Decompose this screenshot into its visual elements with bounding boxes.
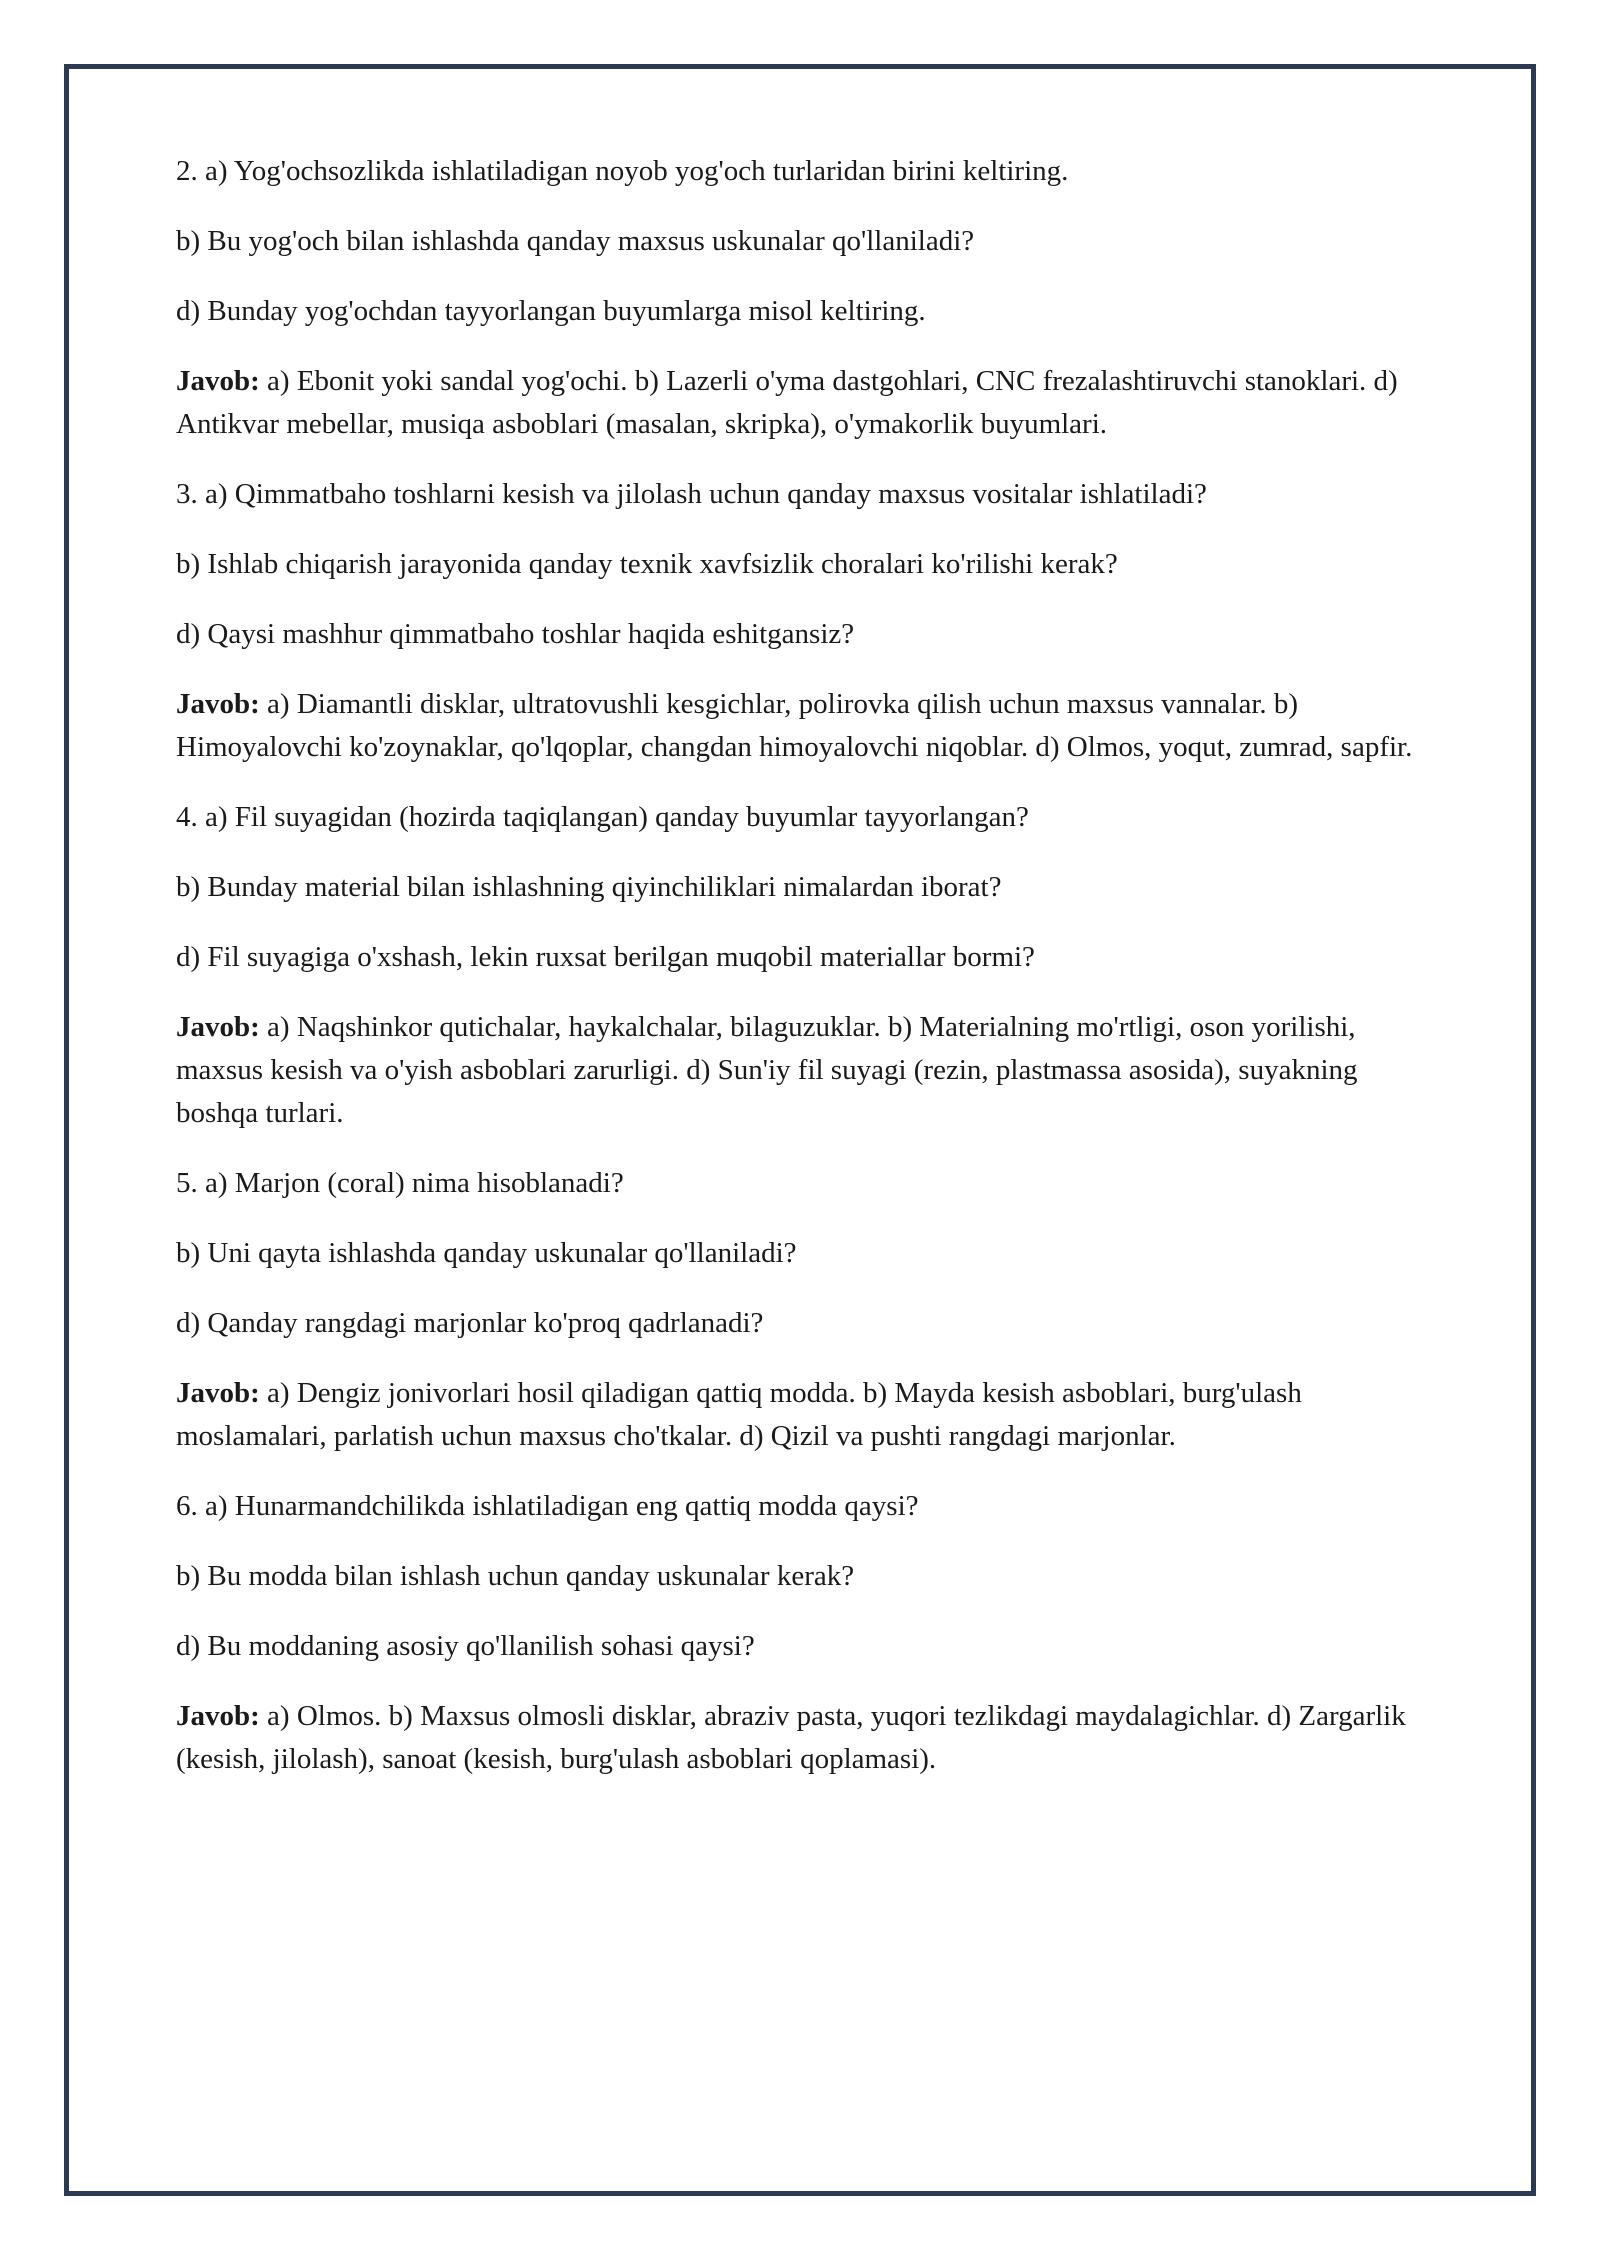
question-6b: b) Bu modda bilan ishlash uchun qanday uskunalar kerak? (176, 1560, 855, 1592)
question-3d: d) Qaysi mashhur qimmatbaho toshlar haqida eshitgansiz? (176, 618, 855, 650)
question-block-4 (176, 796, 1436, 1135)
answer-4 (176, 1006, 1436, 1135)
answer-label: Javob: (176, 365, 260, 397)
answer-3 (176, 683, 1436, 769)
question-5d: d) Qanday rangdagi marjonlar ko'proq qadrlanadi? (176, 1307, 764, 1339)
answer-5 (176, 1372, 1436, 1458)
question-block-3 (176, 473, 1436, 769)
answer-label: Javob: (176, 1011, 260, 1043)
question-block-5 (176, 1162, 1436, 1458)
answer-label: Javob: (176, 1377, 260, 1409)
answer-label: Javob: (176, 1700, 260, 1732)
question-4d: d) Fil suyagiga o'xshash, lekin ruxsat berilgan muqobil materiallar bormi? (176, 941, 1035, 973)
question-2b: b) Bu yog'och bilan ishlashda qanday maxsus uskunalar qo'llaniladi? (176, 225, 975, 257)
question-6d: d) Bu moddaning asosiy qo'llanilish sohasi qaysi? (176, 1630, 755, 1662)
question-block-2 (176, 150, 1436, 446)
answer-6 (176, 1695, 1436, 1781)
document-content (176, 150, 1436, 1808)
question-4a: 4. a) Fil suyagidan (hozirda taqiqlangan) qanday buyumlar tayyorlangan? (176, 801, 1029, 833)
answer-text: a) Naqshinkor qutichalar, haykalchalar, bilaguzuklar. b) Materialning mo'rtligi, oson yorilishi, maxsus kesish va o'yish asboblari zarurligi. d) Sun'iy fil suyagi (rezin, plastmassa asosida), suyakning boshqa turlari. (176, 1011, 1358, 1129)
question-5a: 5. a) Marjon (coral) nima hisoblanadi? (176, 1167, 624, 1199)
question-4b: b) Bunday material bilan ishlashning qiyinchiliklari nimalardan iborat? (176, 871, 1002, 903)
question-5b: b) Uni qayta ishlashda qanday uskunalar qo'llaniladi? (176, 1237, 797, 1269)
answer-text: a) Diamantli disklar, ultratovushli kesgichlar, polirovka qilish uchun maxsus vannalar. b) Himoyalovchi ko'zoynaklar, qo'lqoplar, changdan himoyalovchi niqoblar. d) Olmos, yoqut, zumrad, sapfir. (176, 688, 1413, 763)
question-6a: 6. a) Hunarmandchilikda ishlatiladigan eng qattiq modda qaysi? (176, 1490, 919, 1522)
answer-text: a) Olmos. b) Maxsus olmosli disklar, abraziv pasta, yuqori tezlikdagi maydalagichlar. d) Zargarlik (kesish, jilolash), sanoat (kesish, burg'ulash asboblari qoplamasi). (176, 1700, 1406, 1775)
question-3a: 3. a) Qimmatbaho toshlarni kesish va jilolash uchun qanday maxsus vositalar ishlatiladi? (176, 478, 1207, 510)
question-3b: b) Ishlab chiqarish jarayonida qanday texnik xavfsizlik choralari ko'rilishi kerak? (176, 548, 1118, 580)
answer-2 (176, 360, 1436, 446)
answer-text: a) Ebonit yoki sandal yog'ochi. b) Lazerli o'yma dastgohlari, CNC frezalashtiruvchi stanoklari. d) Antikvar mebellar, musiqa asboblari (masalan, skripka), o'ymakorlik buyumlari. (176, 365, 1398, 440)
question-block-6 (176, 1485, 1436, 1781)
answer-label: Javob: (176, 688, 260, 720)
question-2d: d) Bunday yog'ochdan tayyorlangan buyumlarga misol keltiring. (176, 295, 926, 327)
question-2a: 2. a) Yog'ochsozlikda ishlatiladigan noyob yog'och turlaridan birini keltiring. (176, 155, 1069, 187)
answer-text: a) Dengiz jonivorlari hosil qiladigan qattiq modda. b) Mayda kesish asboblari, burg'ulash moslamalari, parlatish uchun maxsus cho'tkalar. d) Qizil va pushti rangdagi marjonlar. (176, 1377, 1302, 1452)
